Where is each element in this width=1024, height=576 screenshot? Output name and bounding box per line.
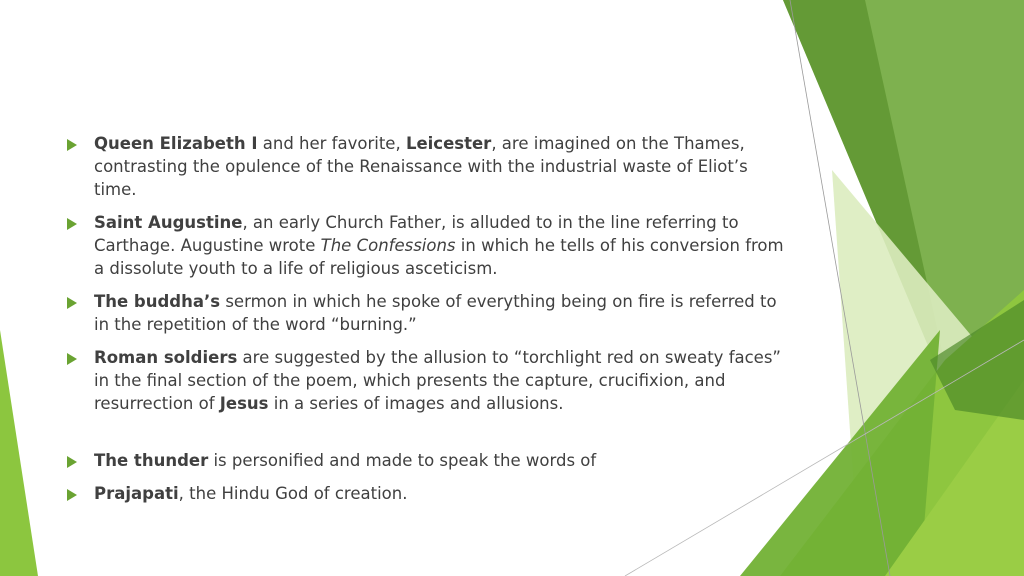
bullet-text: , are imagined on the Thames, contrasting the opulence of the Renaissance with the industrial waste of Eliot’s time. [94,134,748,199]
bullet-item-elizabeth [64,132,786,201]
bullet-text: sermon in which he spoke of everything being on fire is referred to in the repetition of the word “burning.” [94,292,777,334]
bullet-item-buddha [64,290,786,336]
bullet-arrow-icon [67,218,77,230]
left-edge-shape [0,330,38,576]
bullet-item-augustine [64,211,786,280]
bullet-arrow-icon [67,456,77,468]
bold-term: The thunder [94,451,209,470]
bullet-item-roman-soldiers [64,346,786,415]
bullet-text: in a series of images and allusions. [268,394,564,413]
bullet-arrow-icon [67,297,77,309]
bold-term: Prajapati [94,484,179,503]
bullet-list [64,132,786,505]
bold-term: The buddha’s [94,292,221,311]
book-title: The Confessions [320,236,456,255]
bold-term: Queen Elizabeth I [94,134,258,153]
bold-term: Roman soldiers [94,348,238,367]
bullet-item-thunder [64,449,786,472]
bullet-text: and her favorite, [257,134,406,153]
bullet-text: , the Hindu God of creation. [178,484,408,503]
bullet-arrow-icon [67,353,77,365]
bullet-item-prajapati [64,482,786,505]
bullet-arrow-icon [67,489,77,501]
bold-term: Leicester [405,134,492,153]
bullet-text: are suggested by the allusion to “torchlight red on sweaty faces” in the final section of the poem, which presents the capture, crucifixion, and resurrection of [94,348,781,413]
bullet-arrow-icon [67,139,77,151]
bullet-text: in which he tells of his conversion from a dissolute youth to a life of religious asceticism. [94,236,784,278]
bullet-text: is personified and made to speak the words of [208,451,597,470]
bold-term: Saint Augustine [94,213,243,232]
bold-term: Jesus [219,394,269,413]
bullet-text: , an early Church Father, is alluded to in the line referring to Carthage. Augustine wrote [94,213,739,255]
